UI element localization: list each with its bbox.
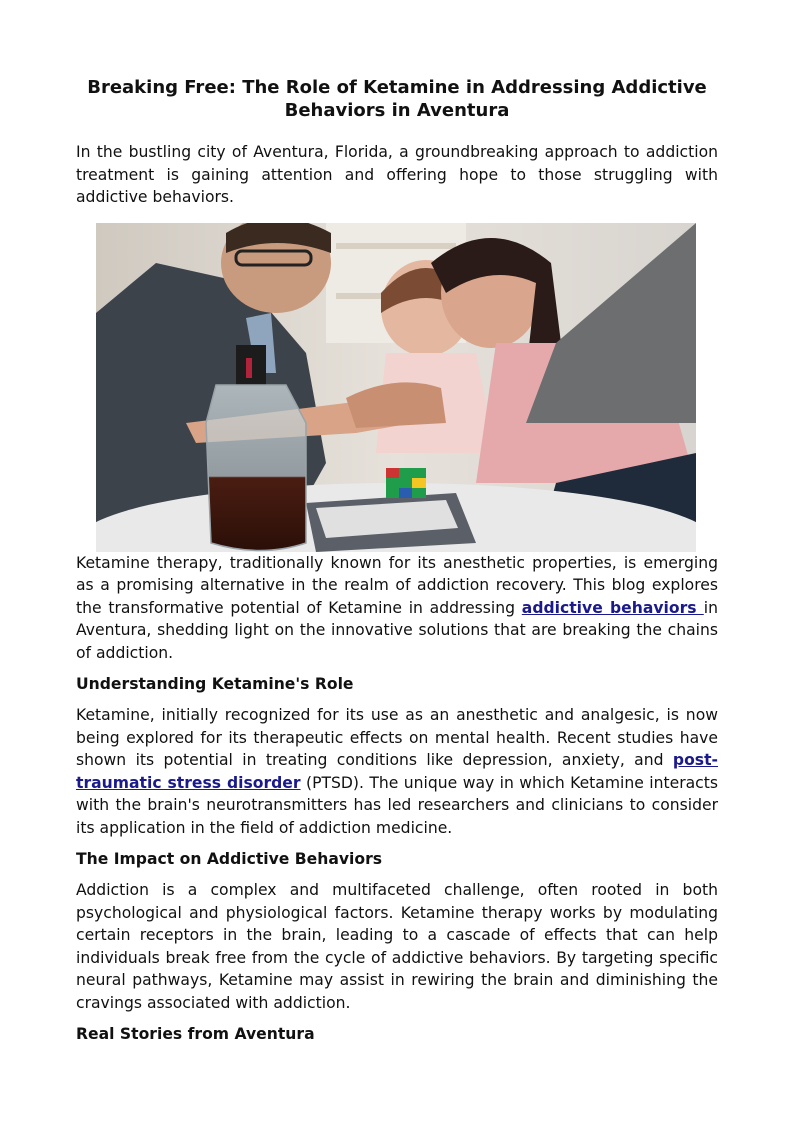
paragraph-understanding xyxy=(76,704,718,839)
heading-stories: Real Stories from Aventura xyxy=(76,1025,315,1043)
p2-text-start: Ketamine, initially recognized for its use as an anesthetic and analgesic, is now being explored for its therapeutic effects on mental health. Recent studies have shown its potential in treating conditions like depression, anxiety, and xyxy=(76,706,718,769)
p1-text-end: in Aventura, shedding light on the innovative solutions that are breaking the chains of addiction. xyxy=(76,598,718,662)
intro-paragraph: In the bustling city of Aventura, Florida, a groundbreaking approach to addiction treatment is gaining attention and offering hope to those struggling with addictive behaviors. xyxy=(76,143,718,206)
ptsd-link[interactable]: post-traumatic stress disorder xyxy=(76,751,718,792)
article-title: Breaking Free: The Role of Ketamine in Addressing Addictive Behaviors in Aventura xyxy=(87,77,707,121)
photo-icon xyxy=(96,223,696,552)
article-photo xyxy=(96,223,696,552)
p2-text-end: (PTSD). The unique way in which Ketamine interacts with the brain's neurotransmitters has led researchers and clinicians to consider its application in the field of addiction medicine. xyxy=(76,773,718,837)
heading-understanding: Understanding Ketamine's Role xyxy=(76,675,354,693)
paragraph-impact: Addiction is a complex and multifaceted challenge, often rooted in both psychological and physiological factors. Ketamine therapy works by modulating certain receptors in the brain, leading to a cascade of effects that can help individuals break free from the cycle of addictive behaviors. By targeting specific neural pathways, Ketamine may assist in rewiring the brain and diminishing the cravings associated with addiction. xyxy=(76,881,718,1012)
p1-text-start: Ketamine therapy, traditionally known for its anesthetic properties, is emerging as a promising alternative in the realm of addiction recovery. This blog explores the transformative potential of Ketamine in addressing xyxy=(76,553,718,617)
heading-impact: The Impact on Addictive Behaviors xyxy=(76,850,383,868)
addictive-behaviors-link[interactable]: addictive behaviors xyxy=(521,598,704,617)
paragraph-ketamine-therapy xyxy=(76,552,718,665)
document-page xyxy=(76,76,718,1054)
